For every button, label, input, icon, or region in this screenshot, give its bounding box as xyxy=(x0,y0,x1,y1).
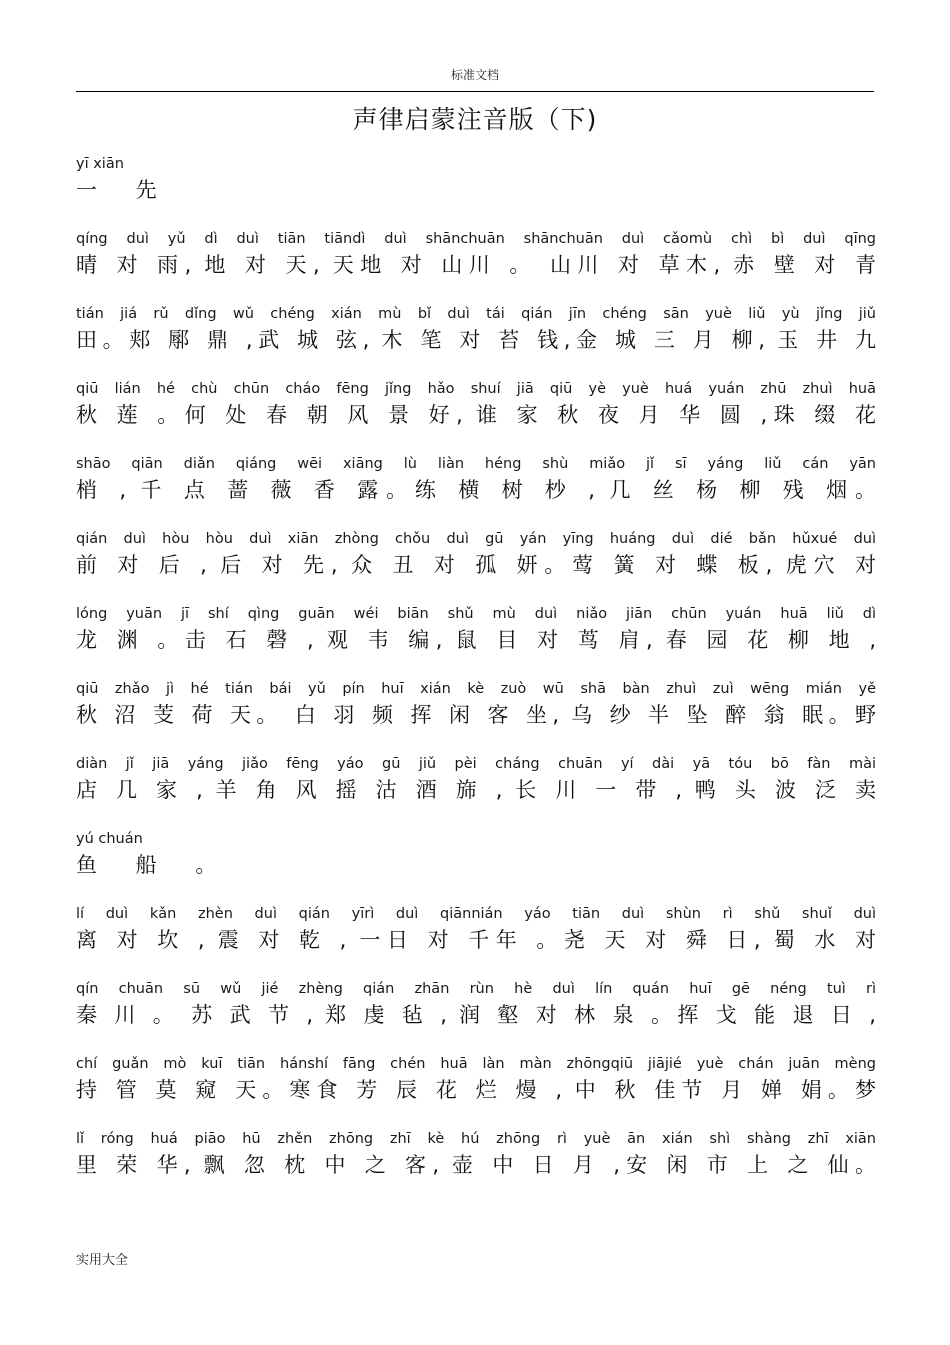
pinyin-line: qíng duì yǔ dì duì tiān tiāndì duì shānchuān shānchuān duì cǎomù chì bì duì qīng xyxy=(76,231,876,247)
verse-line-13 xyxy=(76,1053,876,1105)
hanzi-line: 梢 , 千 点 蔷 薇 香 露。练 横 树 杪 , 几 丝 杨 柳 残 烟。 xyxy=(76,478,876,502)
hanzi-line: 田。郏 鄏 鼎 ,武 城 弦, 木 笔 对 苔 钱,金 城 三 月 柳, 玉 井 九 xyxy=(76,328,876,352)
verse-line-2 xyxy=(76,228,876,280)
verse-line-14 xyxy=(76,1128,876,1180)
verse-line-8 xyxy=(76,678,876,730)
pinyin-line: yú chuán xyxy=(76,831,143,847)
hanzi-line: 鱼 船 。 xyxy=(76,853,233,877)
page-title: 声律启蒙注音版（下) xyxy=(352,105,598,134)
hanzi-line: 持 管 莫 窥 天。寒食 芳 辰 花 烂 熳 , 中 秋 佳节 月 婵 娟。梦 xyxy=(76,1078,876,1102)
pinyin-line: yī xiān xyxy=(76,156,124,172)
pinyin-line: chí guǎn mò kuī tiān hánshí fāng chén huā làn màn zhōngqiū jiājié yuè chán juān mèng xyxy=(76,1056,876,1072)
pinyin-line: lǐ róng huá piāo hū zhěn zhōng zhī kè hú zhōng rì yuè ān xián shì shàng zhī xiān xyxy=(76,1131,876,1147)
verse-body xyxy=(76,153,876,1180)
verse-line-10 xyxy=(76,828,876,880)
pinyin-line: diàn jǐ jiā yáng jiǎo fēng yáo gū jiǔ pèi cháng chuān yí dài yā tóu bō fàn mài xyxy=(76,756,876,772)
pinyin-line: tián jiá rǔ dǐng wǔ chéng xián mù bǐ duì tái qián jīn chéng sān yuè liǔ yù jǐng jiǔ xyxy=(76,306,876,322)
hanzi-line: 晴 对 雨, 地 对 天, 天地 对 山川 。 山川 对 草木, 赤 壁 对 青 xyxy=(76,253,876,277)
page-header: 标准文档 xyxy=(450,68,499,82)
pinyin-line: qián duì hòu hòu duì xiān zhòng chǒu duì gū yán yīng huáng duì dié bǎn hǔxué duì xyxy=(76,531,876,547)
verse-line-5 xyxy=(76,453,876,505)
header-divider xyxy=(76,91,874,92)
verse-line-9 xyxy=(76,753,876,805)
verse-line-3 xyxy=(76,303,876,355)
pinyin-line: qiū lián hé chù chūn cháo fēng jǐng hǎo shuí jiā qiū yè yuè huá yuán zhū zhuì huā xyxy=(76,381,876,397)
pinyin-line: shāo qiān diǎn qiáng wēi xiāng lù liàn héng shù miǎo jǐ sī yáng liǔ cán yān xyxy=(76,456,876,472)
hanzi-line: 店 几 家 , 羊 角 风 摇 沽 酒 旆 , 长 川 一 带 , 鸭 头 波 泛 卖 xyxy=(76,778,876,802)
pinyin-line: lí duì kǎn zhèn duì qián yīrì duì qiānnián yáo tiān duì shùn rì shǔ shuǐ duì xyxy=(76,906,876,922)
hanzi-line: 离 对 坎 , 震 对 乾 , 一日 对 千年 。尧 天 对 舜 日, 蜀 水 对 xyxy=(76,928,876,952)
hanzi-line: 龙 渊 。击 石 磬 , 观 韦 编, 鼠 目 对 茑 肩, 春 园 花 柳 地 , xyxy=(76,628,876,652)
verse-line-7 xyxy=(76,603,876,655)
hanzi-line: 秦 川 。 苏 武 节 , 郑 虔 毡 , 润 壑 对 林 泉 。挥 戈 能 退 日 , xyxy=(76,1003,876,1027)
verse-line-11 xyxy=(76,903,876,955)
verse-line-6 xyxy=(76,528,876,580)
hanzi-line: 里 荣 华, 飘 忽 枕 中 之 客, 壶 中 日 月 ,安 闲 市 上 之 仙。 xyxy=(76,1153,876,1177)
pinyin-line: qiū zhǎo jì hé tián bái yǔ pín huī xián kè zuò wū shā bàn zhuì zuì wēng mián yě xyxy=(76,681,876,697)
hanzi-line: 一 先 xyxy=(76,178,173,202)
pinyin-line: lóng yuān jī shí qìng guān wéi biān shǔ mù duì niǎo jiān chūn yuán huā liǔ dì xyxy=(76,606,876,622)
hanzi-line: 秋 沼 芰 荷 天。 白 羽 频 挥 闲 客 坐, 乌 纱 半 坠 醉 翁 眠。野 xyxy=(76,703,876,727)
verse-line-1 xyxy=(76,153,876,205)
page-footer: 实用大全 xyxy=(76,1253,129,1268)
verse-line-4 xyxy=(76,378,876,430)
pinyin-line: qín chuān sū wǔ jié zhèng qián zhān rùn hè duì lín quán huī gē néng tuì rì xyxy=(76,981,876,997)
hanzi-line: 秋 莲 。何 处 春 朝 风 景 好, 谁 家 秋 夜 月 华 圆 ,珠 缀 花 xyxy=(76,403,876,427)
verse-line-12 xyxy=(76,978,876,1030)
hanzi-line: 前 对 后 , 后 对 先, 众 丑 对 孤 妍。莺 簧 对 蝶 板, 虎穴 对 xyxy=(76,553,876,577)
